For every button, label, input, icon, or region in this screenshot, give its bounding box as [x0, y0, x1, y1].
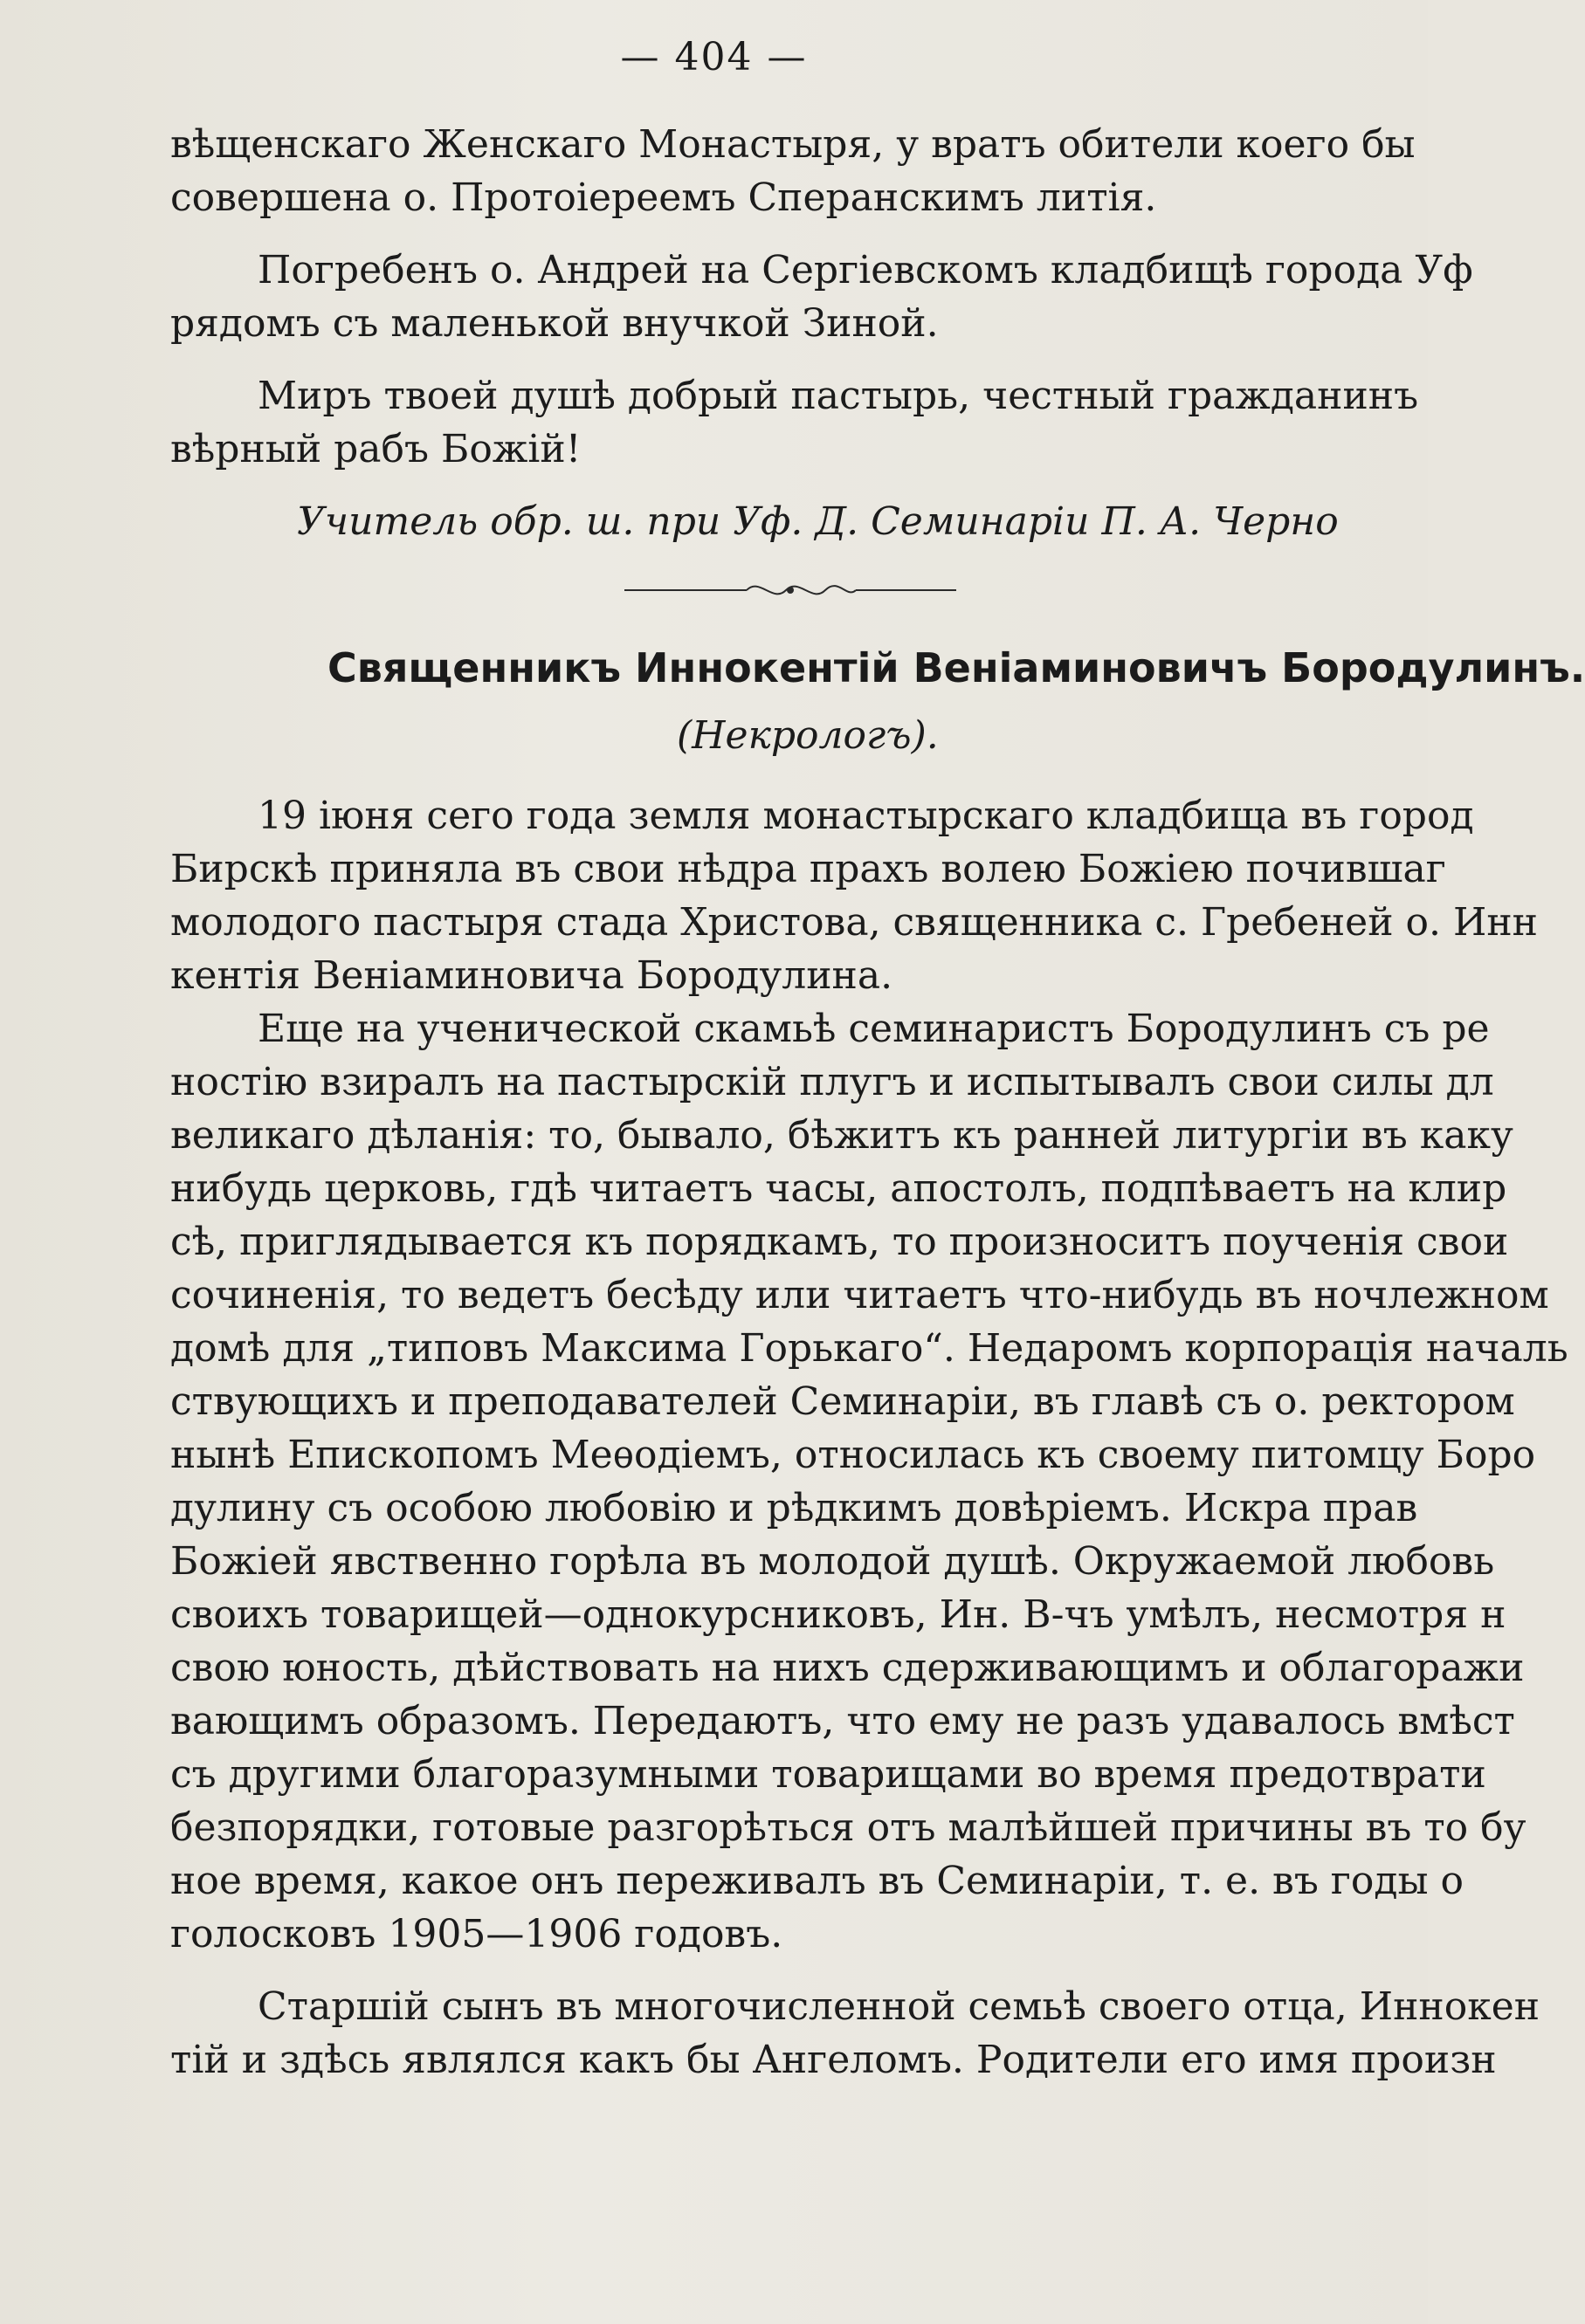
- text-line: кентія Веніаминовича Бородулина.: [170, 953, 893, 998]
- paragraph-1: [170, 789, 1538, 1002]
- text-line: вѣрный рабъ Божій!: [170, 427, 582, 471]
- article-title: Священникъ Иннокентій Веніаминовичъ Бородулинъ.: [327, 644, 1585, 691]
- text-line: свою юность, дѣйствовать на нихъ сдерживающимъ и облагоражи: [170, 1646, 1525, 1690]
- text-line: Божіей явственно горѣла въ молодой душѣ. Окружаемой любовь: [170, 1539, 1495, 1584]
- text-line: Миръ твоей душѣ добрый пастырь, честный гражданинъ: [258, 374, 1419, 418]
- text-line: ствующихъ и преподавателей Семинаріи, въ главѣ съ о. ректором: [170, 1379, 1515, 1424]
- text-line: сочиненія, то ведетъ бесѣду или читаетъ что-нибудь въ ночлежном: [170, 1273, 1549, 1317]
- text-line: ное время, какое онъ переживалъ въ Семинаріи, т. е. въ годы о: [170, 1859, 1464, 1903]
- text-line: домѣ для „типовъ Максима Горькаго“. Недаромъ корпорація началь: [170, 1326, 1568, 1371]
- signature: Учитель обр. ш. при Уф. Д. Семинаріи П. А. Черно: [297, 499, 1339, 544]
- text-line: ностію взиралъ на пастырскій плугъ и испытывалъ свои силы дл: [170, 1060, 1494, 1104]
- text-line: нибудь церковь, гдѣ читаетъ часы, апостолъ, подпѣваетъ на клир: [170, 1166, 1507, 1211]
- page-content: [170, 118, 1585, 2087]
- text-line: Еще на ученической скамьѣ семинаристъ Бородулинъ съ ре: [258, 1007, 1490, 1051]
- article-subtitle: (Некрологъ).: [677, 713, 939, 758]
- text-line: великаго дѣланія: то, бывало, бѣжитъ къ ранней литургіи въ каку: [170, 1113, 1513, 1158]
- text-line: дулину съ особою любовію и рѣдкимъ довѣріемъ. Искра прав: [170, 1486, 1418, 1530]
- burial-paragraph: [170, 244, 1473, 350]
- intro-paragraph: [170, 118, 1416, 224]
- divider-ornament-icon: [624, 573, 956, 608]
- text-line: молодого пастыря стада Христова, священника с. Гребеней о. Инн: [170, 900, 1538, 945]
- text-line: Бирскѣ приняла въ свои нѣдра прахъ волею Божіею почившаг: [170, 847, 1446, 891]
- peace-paragraph: [170, 369, 1419, 476]
- paragraph-2: [170, 1002, 1568, 1961]
- text-line: 19 іюня сего года земля монастырскаго кладбища въ город: [258, 794, 1474, 838]
- text-line: безпорядки, готовые разгорѣться отъ малѣйшей причины въ то бу: [170, 1805, 1526, 1850]
- text-line: Старшій сынъ въ многочисленной семьѣ своего отца, Иннокен: [258, 1984, 1540, 2029]
- text-line: Погребенъ о. Андрей на Сергіевскомъ кладбищѣ города Уф: [258, 248, 1473, 292]
- text-line: рядомъ съ маленькой внучкой Зиной.: [170, 301, 939, 346]
- text-line: нынѣ Епископомъ Меѳодіемъ, относилась къ своему питомцу Боро: [170, 1433, 1536, 1477]
- page-number: — 404 —: [620, 35, 808, 79]
- text-line: голосковъ 1905—1906 годовъ.: [170, 1912, 783, 1956]
- text-line: совершена о. Протоіереемъ Сперанскимъ литія.: [170, 175, 1157, 220]
- paragraph-3: [170, 1980, 1540, 2087]
- text-line: сѣ, приглядывается къ порядкамъ, то произноситъ поученія свои: [170, 1220, 1509, 1264]
- text-line: своихъ товарищей—однокурсниковъ, Ин. В-чъ умѣлъ, несмотря н: [170, 1592, 1506, 1637]
- text-line: вѣщенскаго Женскаго Монастыря, у вратъ обители коего бы: [170, 122, 1416, 167]
- text-line: вающимъ образомъ. Передаютъ, что ему не разъ удавалось вмѣст: [170, 1699, 1515, 1743]
- text-line: тій и здѣсь являлся какъ бы Ангеломъ. Родители его имя произн: [170, 2038, 1497, 2082]
- text-line: съ другими благоразумными товарищами во время предотврати: [170, 1752, 1486, 1797]
